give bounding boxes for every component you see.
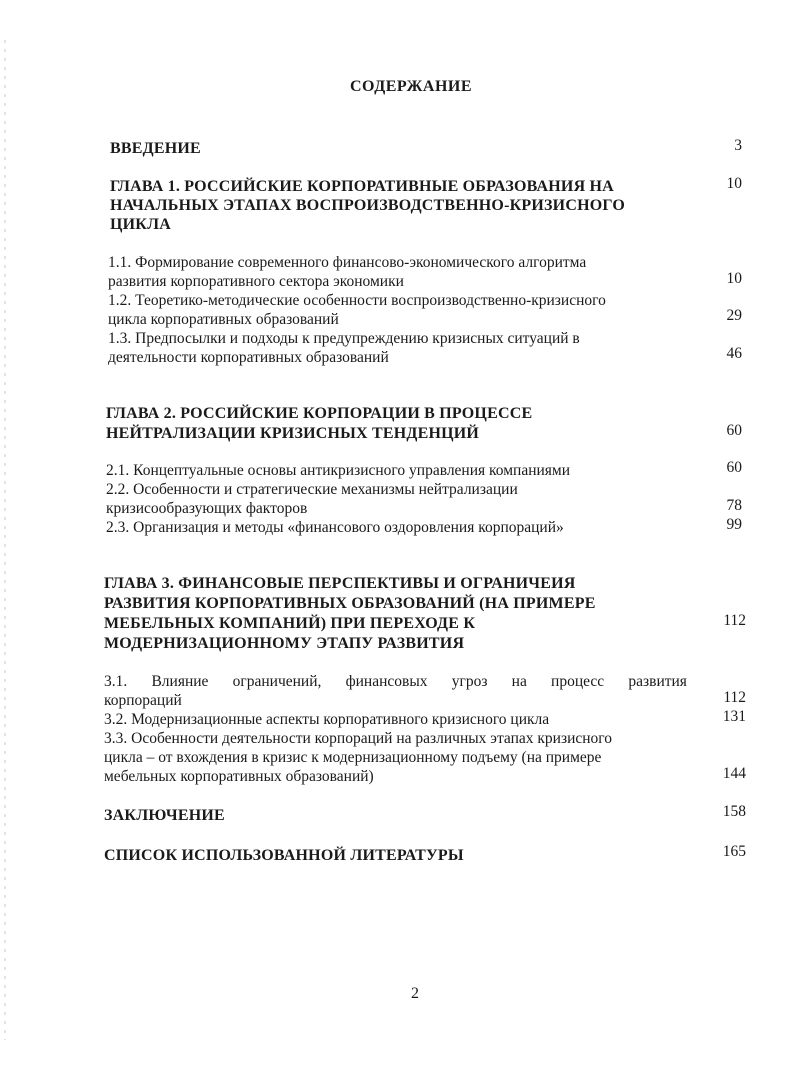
chapter3-title-line4: МОДЕРНИЗАЦИОННОМУ ЭТАПУ РАЗВИТИЯ <box>104 635 465 652</box>
section-1-3-line2: деятельности корпоративных образований <box>108 349 389 366</box>
section-3-3-line3: мебельных корпоративных образований) <box>104 768 374 785</box>
section-3-1-word: развития <box>628 673 687 690</box>
chapter1-page: 10 <box>726 175 742 192</box>
section-3-3-line1: 3.3. Особенности деятельности корпораций на различных этапах кризисного <box>104 730 613 747</box>
section-3-1-word: на <box>511 673 527 690</box>
section-3-3-line2: цикла – от вхождения в кризис к модернизационному подъему (на примере <box>104 749 602 766</box>
scan-edge-artifact <box>4 40 6 1040</box>
section-2-1-page: 60 <box>726 459 742 476</box>
page-number: 2 <box>411 985 419 1002</box>
section-3-1-word: финансовых <box>345 673 428 690</box>
section-3-1-line2: корпораций <box>104 692 182 709</box>
section-3-1-word: угроз <box>451 673 488 690</box>
section-3-2-page: 131 <box>722 708 746 725</box>
section-1-2-line2: цикла корпоративных образований <box>108 311 339 328</box>
section-3-1-word: ограничений, <box>232 673 322 690</box>
toc-conclusion-page: 158 <box>722 803 746 820</box>
section-2-2-line2: кризисообразующих факторов <box>106 500 308 517</box>
chapter1-title-line3: ЦИКЛА <box>110 216 171 233</box>
chapter3-page: 112 <box>723 612 746 629</box>
section-2-2-line1: 2.2. Особенности и стратегические механизмы нейтрализации <box>106 481 518 498</box>
section-3-1-word: процесс <box>551 673 605 690</box>
toc-intro-page: 3 <box>734 137 742 154</box>
section-3-1-page: 112 <box>723 689 746 706</box>
toc-references-page: 165 <box>722 843 746 860</box>
chapter3-title-line3: МЕБЕЛЬНЫХ КОМПАНИЙ) ПРИ ПЕРЕХОДЕ К <box>104 615 476 632</box>
toc-intro-label: ВВЕДЕНИЕ <box>110 140 201 157</box>
section-3-1-word: Влияние <box>151 673 209 690</box>
page-title: СОДЕРЖАНИЕ <box>350 78 473 95</box>
section-2-3-line1: 2.3. Организация и методы «финансового оздоровления корпораций» <box>106 519 564 536</box>
chapter1-title-line2: НАЧАЛЬНЫХ ЭТАПАХ ВОСПРОИЗВОДСТВЕННО-КРИЗИСНОГО <box>110 197 625 214</box>
section-3-2-line1: 3.2. Модернизационные аспекты корпоративного кризисного цикла <box>104 711 550 728</box>
section-1-1-line1: 1.1. Формирование современного финансово-экономического алгоритма <box>108 254 587 271</box>
section-3-3-page: 144 <box>722 765 746 782</box>
chapter2-title-line2: НЕЙТРАЛИЗАЦИИ КРИЗИСНЫХ ТЕНДЕНЦИЙ <box>106 425 480 442</box>
chapter3-title-line2: РАЗВИТИЯ КОРПОРАТИВНЫХ ОБРАЗОВАНИЙ (НА ПРИМЕРЕ <box>104 595 596 612</box>
section-2-2-page: 78 <box>726 497 742 514</box>
section-1-2-page: 29 <box>726 307 742 324</box>
section-2-3-page: 99 <box>726 516 742 533</box>
section-1-3-line1: 1.3. Предпосылки и подходы к предупреждению кризисных ситуаций в <box>108 330 580 347</box>
section-1-3-page: 46 <box>726 345 742 362</box>
toc-references-label: СПИСОК ИСПОЛЬЗОВАННОЙ ЛИТЕРАТУРЫ <box>104 847 464 864</box>
chapter1-title-line1: ГЛАВА 1. РОССИЙСКИЕ КОРПОРАТИВНЫЕ ОБРАЗОВАНИЯ НА <box>110 178 614 195</box>
chapter3-title-line1: ГЛАВА 3. ФИНАНСОВЫЕ ПЕРСПЕКТИВЫ И ОГРАНИЧЕИЯ <box>104 575 576 592</box>
section-1-1-page: 10 <box>726 270 742 287</box>
section-1-1-line2: развития корпоративного сектора экономики <box>108 273 404 290</box>
chapter2-title-line1: ГЛАВА 2. РОССИЙСКИЕ КОРПОРАЦИИ В ПРОЦЕССЕ <box>106 405 533 422</box>
chapter2-page: 60 <box>726 422 742 439</box>
section-3-1-line1 <box>104 672 687 691</box>
section-2-1-line1: 2.1. Концептуальные основы антикризисного управления компаниями <box>106 462 571 479</box>
toc-conclusion-label: ЗАКЛЮЧЕНИЕ <box>104 807 225 824</box>
section-1-2-line1: 1.2. Теоретико-методические особенности воспроизводственно-кризисного <box>108 292 606 309</box>
section-3-1-word: 3.1. <box>104 673 128 690</box>
